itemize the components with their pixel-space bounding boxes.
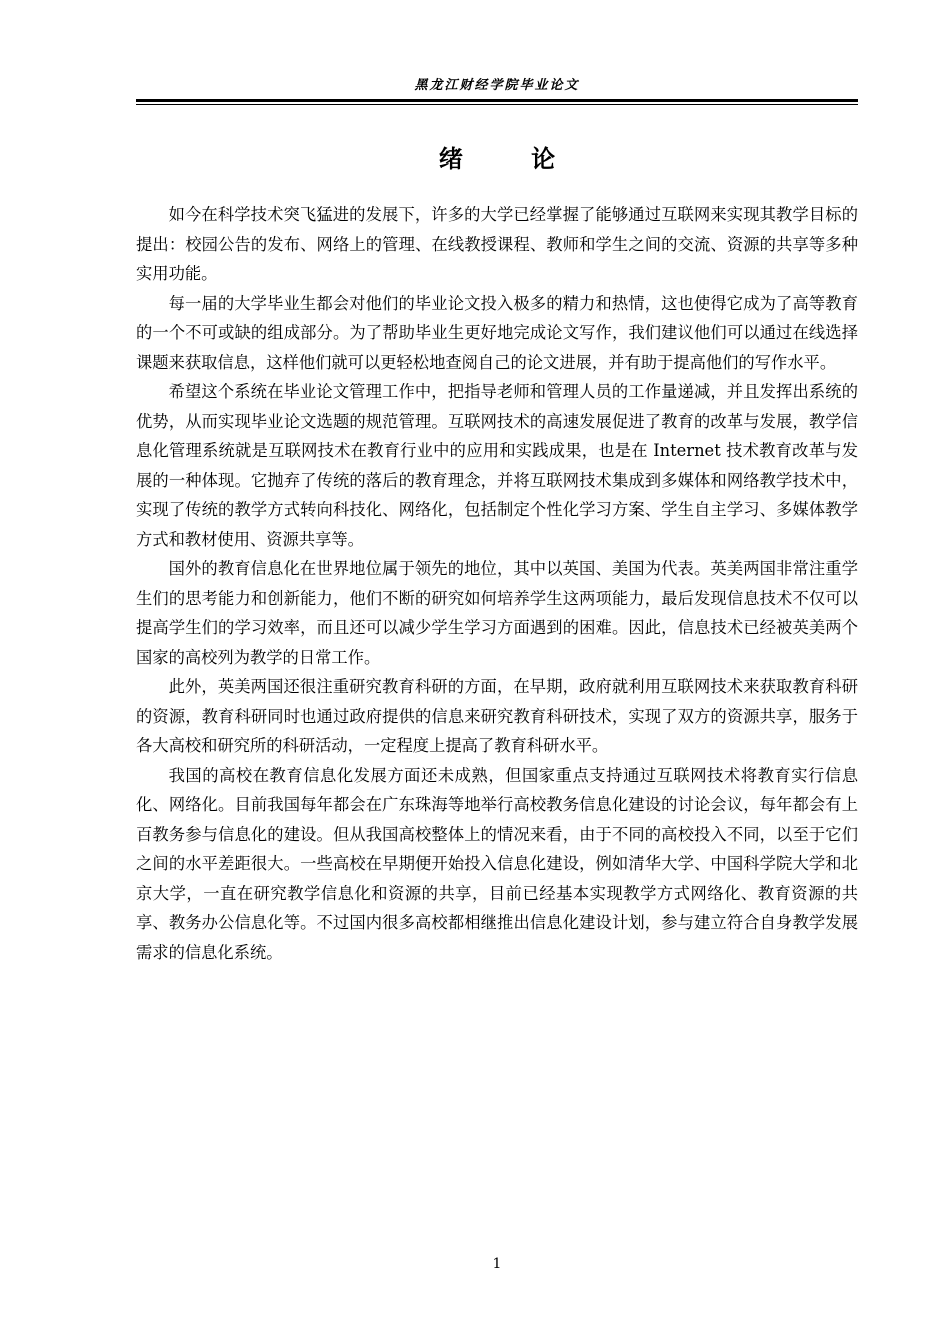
paragraph: 此外，英美两国还很注重研究教育科研的方面，在早期，政府就利用互联网技术来获取教育科研的资源，教育科研同时也通过政府提供的信息来研究教育科研技术，实现了双方的资源共享，服务于各大高校和研究所的科研活动，一定程度上提高了教育科研水平。 (136, 677, 858, 755)
paragraph: 国外的教育信息化在世界地位属于领先的地位，其中以英国、美国为代表。英美两国非常注重学生们的思考能力和创新能力，他们不断的研究如何培养学生这两项能力，最后发现信息技术不仅可以提高学生们的学习效率，而且还可以减少学生学习方面遇到的困难。因此，信息技术已经被英美两个国家的高校列为教学的日常工作。 (136, 559, 858, 667)
paragraph: 每一届的大学毕业生都会对他们的毕业论文投入极多的精力和热情，这也使得它成为了高等教育的一个不可或缺的组成部分。为了帮助毕业生更好地完成论文写作，我们建议他们可以通过在线选择课题来获取信息，这样他们就可以更轻松地查阅自己的论文进展，并有助于提高他们的写作水平。 (136, 293, 858, 372)
body-text (136, 200, 858, 967)
header-rule-thick (136, 99, 858, 102)
header-rule-thin (136, 104, 858, 105)
running-header: 黑龙江财经学院毕业论文 (414, 78, 580, 93)
paragraph: 希望这个系统在毕业论文管理工作中，把指导老师和管理人员的工作量递减，并且发挥出系统的优势，从而实现毕业论文选题的规范管理。互联网技术的高速发展促进了教育的改革与发展，教学信息化管理系统就是互联网技术在教育行业中的应用和实践成果，也是在 Internet 技术教育改革与发展的一种体现。它抛弃了传统的落后的教育理念，并将互联网技术集成到多媒体和网络教学技术中，实现了传统的教学方式转向科技化、网络化，包括制定个性化学习方案、学生自主学习、多媒体教学方式和教材使用、资源共享等。 (136, 382, 858, 549)
page-title: 绪 论 (438, 144, 586, 173)
paragraph: 我国的高校在教育信息化发展方面还未成熟，但国家重点支持通过互联网技术将教育实行信息化、网络化。目前我国每年都会在广东珠海等地举行高校教务信息化建设的讨论会议，每年都会有上百教务参与信息化的建设。但从我国高校整体上的情况来看，由于不同的高校投入不同，以至于它们之间的水平差距很大。一些高校在早期便开始投入信息化建设，例如清华大学、中国科学院大学和北京大学，一直在研究教学信息化和资源的共享，目前已经基本实现教学方式网络化、教育资源的共享、教务办公信息化等。不过国内很多高校都相继推出信息化建设计划，参与建立符合自身教学发展需求的信息化系统。 (136, 765, 858, 962)
page-number: 1 (492, 1256, 502, 1272)
paragraph: 如今在科学技术突飞猛进的发展下，许多的大学已经掌握了能够通过互联网来实现其教学目标的提出：校园公告的发布、网络上的管理、在线教授课程、教师和学生之间的交流、资源的共享等多种实用功能。 (136, 205, 858, 283)
